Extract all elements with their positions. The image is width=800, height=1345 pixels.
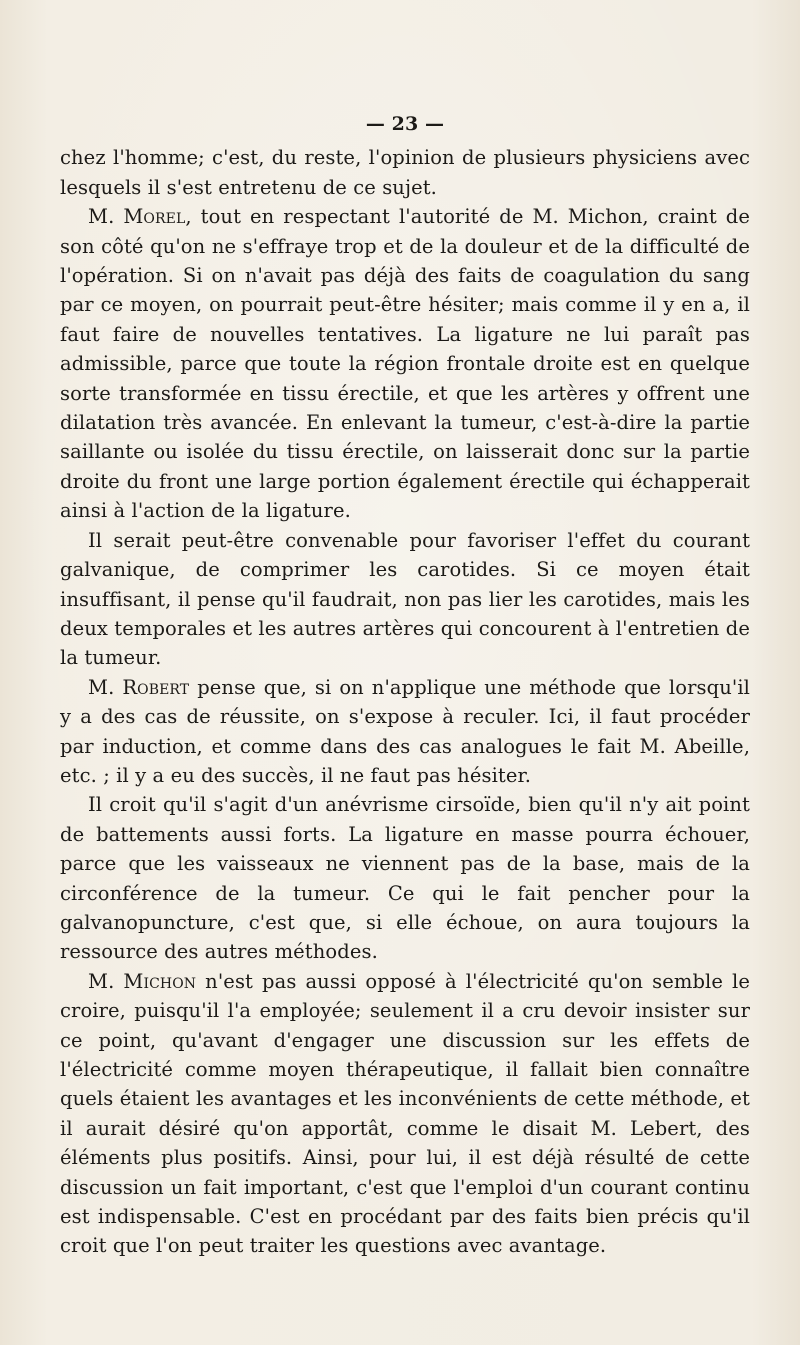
paragraph-text: Il croit qu'il s'agit d'un anévrisme cirsoïde, bien qu'il n'y ait point de battements aussi forts. La ligature en masse pourra échouer, parce que les vaisseaux ne viennent pas de la base, mais de la circonférence de la tumeur. Ce qui le fait pencher pour la galvanopuncture, c'est que, si elle échoue, on aura toujours la ressource des autres méthodes. [60, 793, 750, 964]
paragraph [60, 143, 750, 202]
paragraph [60, 790, 750, 966]
paragraph-text: Il serait peut-être convenable pour favoriser l'effet du courant galvanique, de comprimer les carotides. Si ce moyen était insuffisant, il pense qu'il faudrait, non pas lier les carotides, mais les deux temporales et les autres artères qui concourent à l'entretien de la tumeur. [60, 528, 750, 670]
speaker-name: Robert [122, 675, 190, 699]
paragraph [60, 202, 750, 525]
paragraph-text: n'est pas aussi opposé à l'électricité qu'on semble le croire, puisqu'il l'a employée; seulement il a cru devoir insister sur ce point, qu'avant d'engager une discussion sur les effets de l'électricité comme moyen thérapeutique, il fallait bien connaître quels étaient les avantages et les inconvénients de cette méthode, et il aurait désiré qu'on apportât, comme le disait M. Lebert, des éléments plus positifs. Ainsi, pour lui, il est déjà résulté de cette discussion un fait important, c'est que l'emploi d'un courant continu est indispensable. C'est en procédant par des faits bien précis qu'il croit que l'on peut traiter les questions avec avantage. [60, 969, 751, 1258]
paragraph [60, 967, 750, 1261]
page-text-block [60, 110, 750, 1261]
speaker-name: Michon [123, 969, 197, 993]
page-number: — 23 — [365, 113, 445, 135]
paragraph [60, 526, 750, 673]
paragraph-text: M. [88, 205, 124, 229]
paragraphs-container [60, 143, 750, 1260]
speaker-name: Morel [123, 205, 186, 229]
paragraph-text: M. [88, 969, 124, 993]
paragraph-text: pense que, si on n'applique une méthode que lorsqu'il y a des cas de réussite, on s'expose à reculer. Ici, il faut procéder par induction, et comme dans des cas analogues le fait M. Abeille, etc. ; il y a eu des succès, il ne faut pas hésiter. [60, 675, 750, 787]
paragraph [60, 673, 750, 791]
paragraph-text: M. [88, 675, 123, 699]
paragraph-text: , tout en respectant l'autorité de M. Michon, craint de son côté qu'on ne s'effraye trop et de la douleur et de la difficulté de l'opération. Si on n'avait pas déjà des faits de coagulation du sang par ce moyen, on pourrait peut-être hésiter; mais comme il y en a, il faut faire de nouvelles tentatives. La ligature ne lui paraît pas admissible, parce que toute la région frontale droite est en quelque sorte transformée en tissu érectile, et que les artères y offrent une dilatation très avancée. En enlevant la tumeur, c'est-à-dire la partie saillante ou isolée du tissu érectile, on laisserait donc sur la partie droite du front une large portion également érectile qui échapperait ainsi à l'action de la ligature. [60, 205, 750, 523]
paragraph-text: chez l'homme; c'est, du reste, l'opinion de plusieurs physiciens avec lesquels il s'est entretenu de ce sujet. [60, 146, 750, 199]
